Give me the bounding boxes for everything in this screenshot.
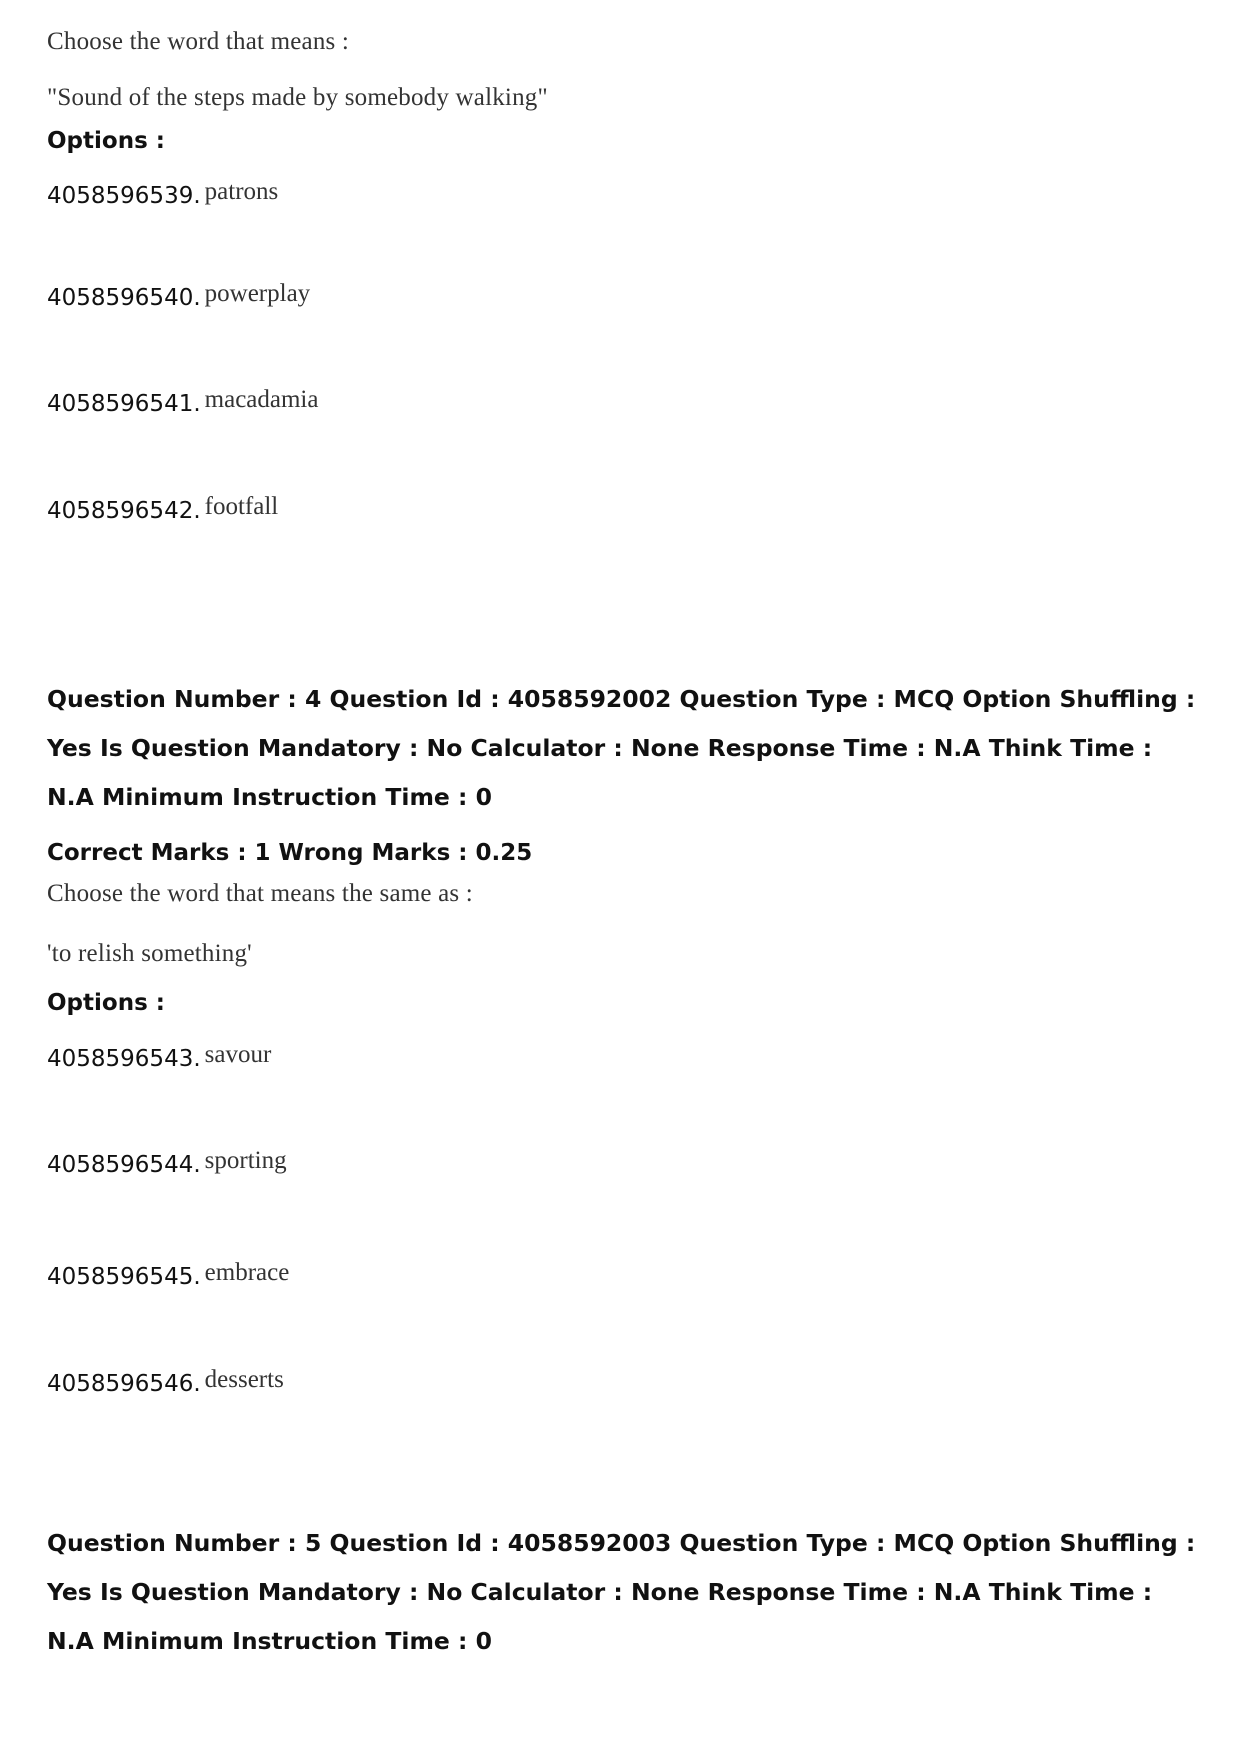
q4-option-2	[47, 1147, 287, 1179]
q4-option-4	[47, 1366, 284, 1398]
q5-meta: Question Number : 5 Question Id : 4058592003 Question Type : MCQ Option Shuffling : Yes Is Question Mandatory : No Calculator : None Response Time : N.A Think Time : N.A Minimum Instruction Time : 0	[47, 1529, 1196, 1655]
option-text: sporting	[204, 1147, 287, 1174]
option-id: 4058596546.	[47, 1371, 201, 1397]
q4-prompt: Choose the word that means the same as :	[47, 880, 473, 907]
option-id: 4058596544.	[47, 1152, 201, 1178]
q4-meta: Question Number : 4 Question Id : 4058592002 Question Type : MCQ Option Shuffling : Yes Is Question Mandatory : No Calculator : None Response Time : N.A Think Time : N.A Minimum Instruction Time : 0	[47, 685, 1196, 811]
q4-option-1	[47, 1041, 272, 1073]
option-id: 4058596539.	[47, 183, 201, 209]
q3-option-2	[47, 280, 311, 312]
option-id: 4058596542.	[47, 498, 201, 524]
option-text: embrace	[204, 1259, 290, 1286]
option-text: macadamia	[204, 386, 319, 413]
option-id: 4058596540.	[47, 285, 201, 311]
q4-option-3	[47, 1259, 290, 1291]
q3-prompt: Choose the word that means :	[47, 28, 350, 55]
q3-option-1	[47, 178, 279, 210]
option-id: 4058596545.	[47, 1264, 201, 1290]
q4-options-label: Options :	[47, 990, 165, 1016]
q3-option-4	[47, 493, 279, 525]
option-id: 4058596541.	[47, 391, 201, 417]
option-id: 4058596543.	[47, 1046, 201, 1072]
q4-quote: 'to relish something'	[47, 940, 252, 967]
q3-quote: "Sound of the steps made by somebody walking"	[47, 84, 548, 111]
option-text: desserts	[204, 1366, 284, 1393]
option-text: patrons	[204, 178, 279, 205]
q3-options-label: Options :	[47, 128, 165, 154]
option-text: footfall	[204, 493, 279, 520]
option-text: powerplay	[204, 280, 311, 307]
option-text: savour	[204, 1041, 272, 1068]
q4-marks: Correct Marks : 1 Wrong Marks : 0.25	[47, 840, 533, 866]
q3-option-3	[47, 386, 319, 418]
